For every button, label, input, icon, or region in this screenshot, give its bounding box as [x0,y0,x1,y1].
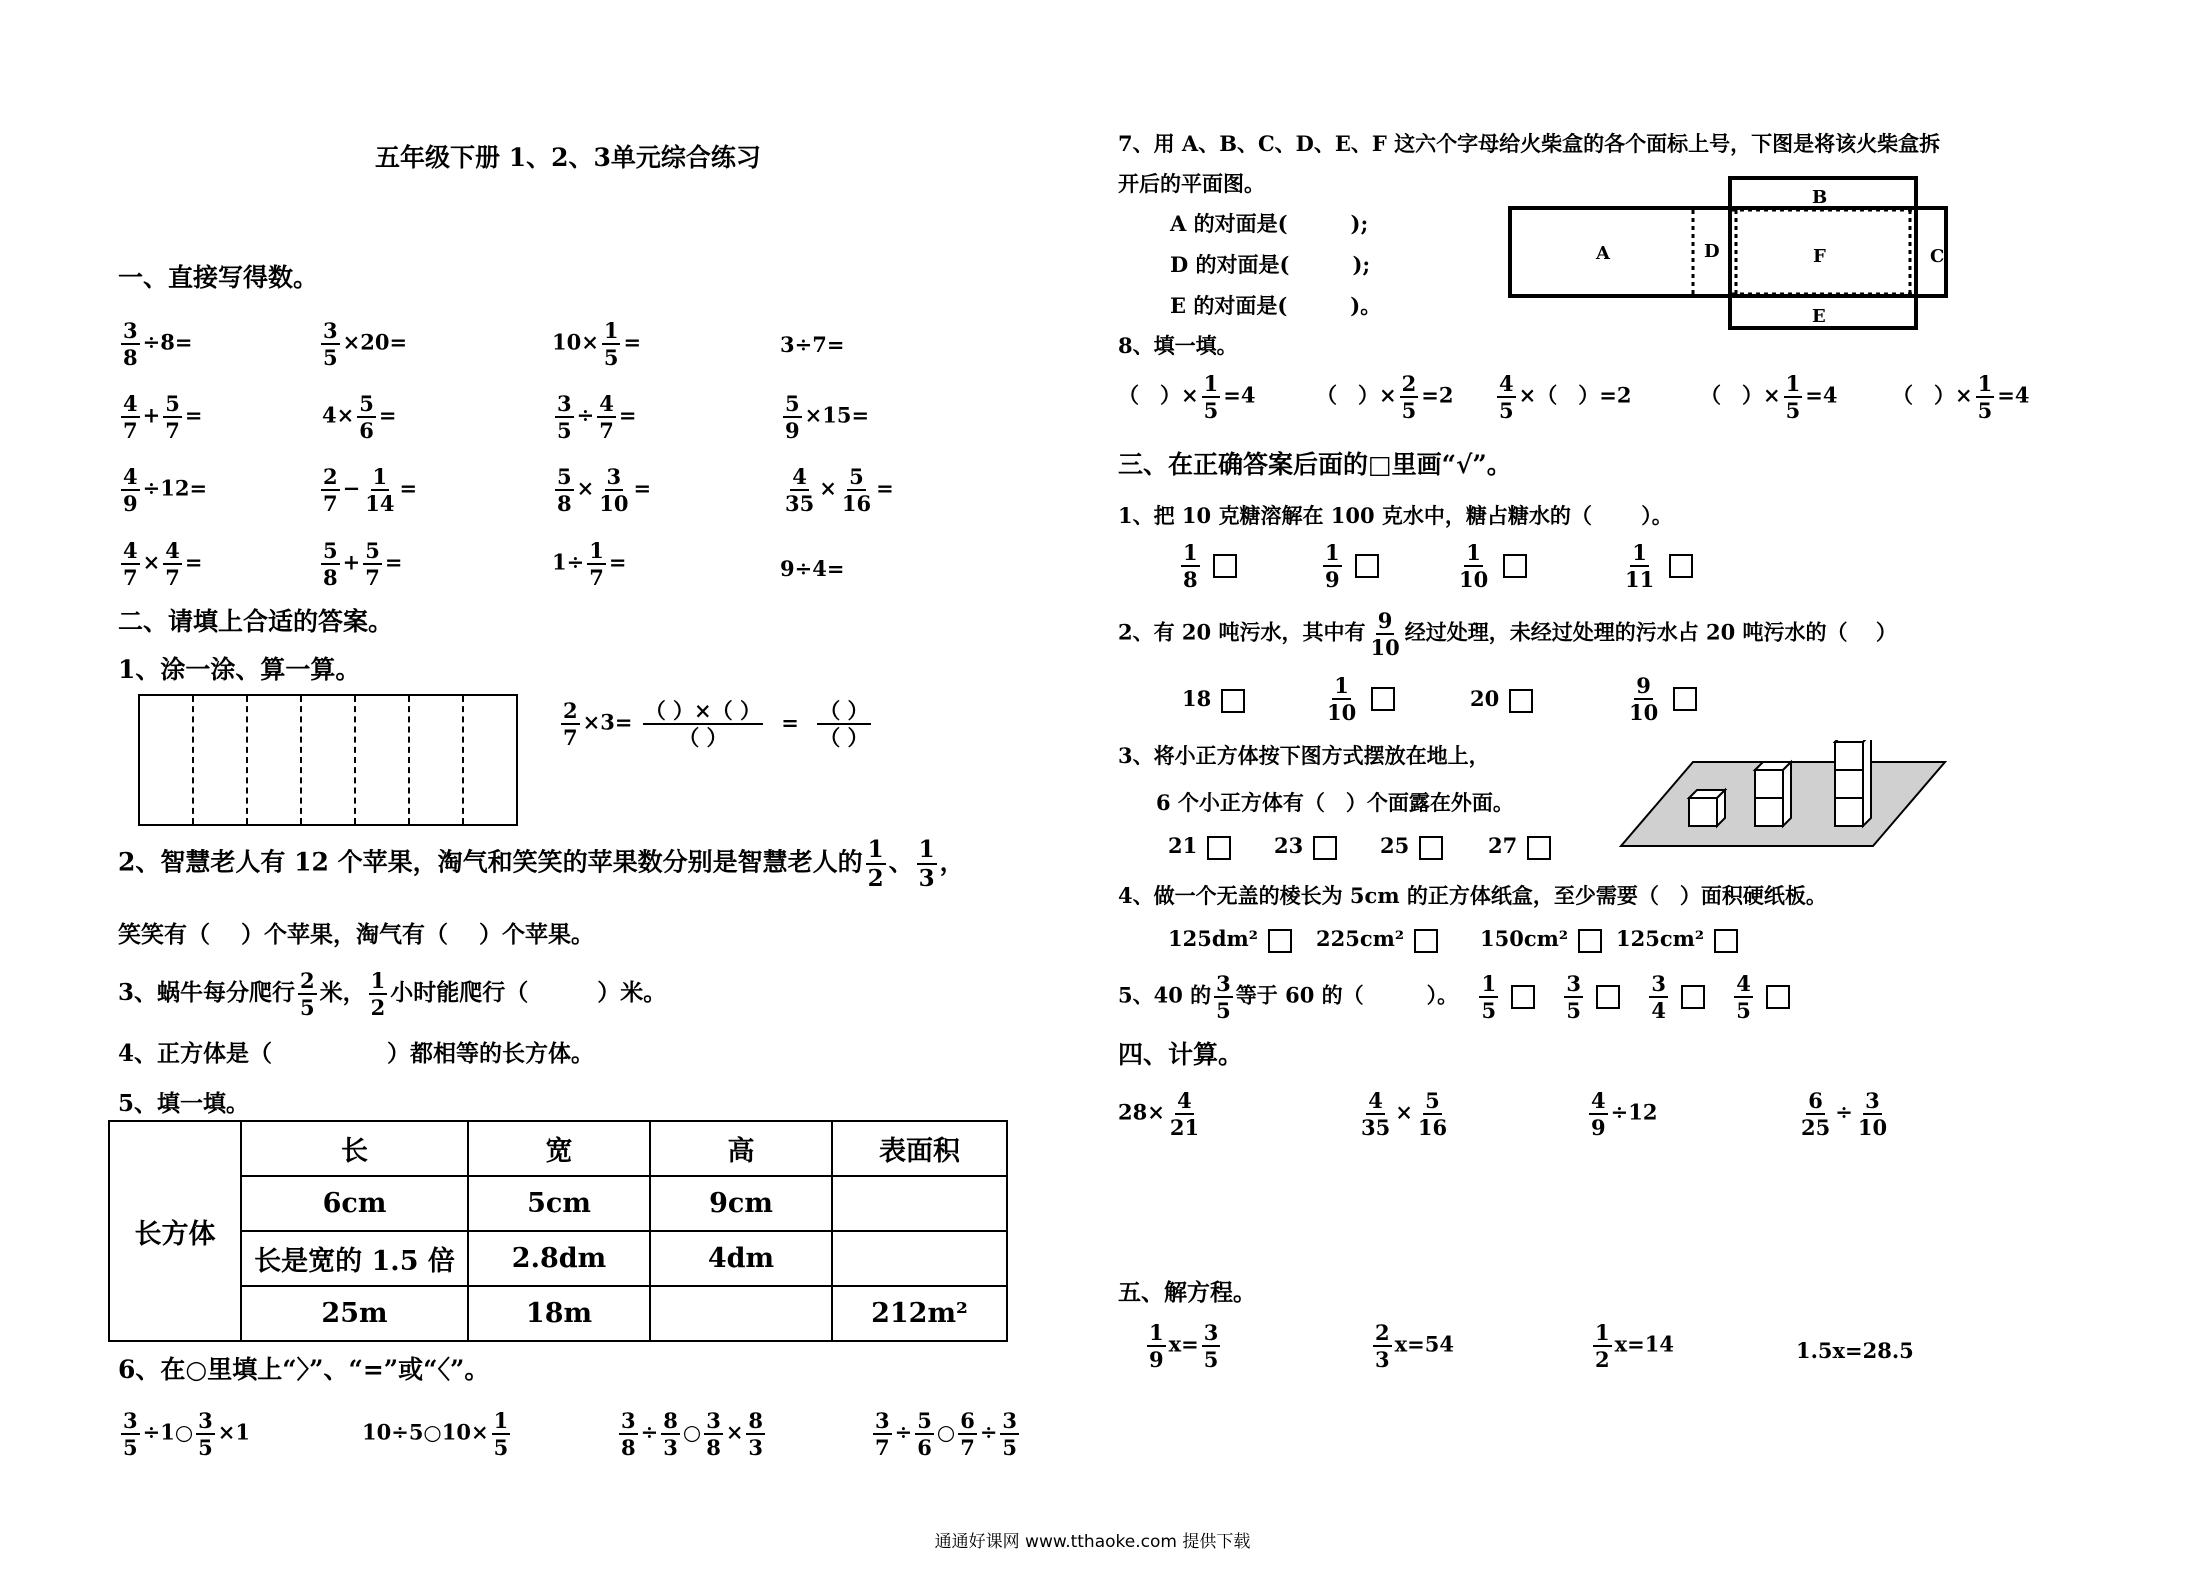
shading-rectangle[interactable] [138,694,518,826]
s3-q3-line2: 6 个小正方体有（ ）个面露在外面。 [1156,790,1514,815]
section-4-heading: 四、计算。 [1118,1040,1244,1069]
cuboid-table [108,1120,1008,1342]
q8-item4: （ ）× $\frac{1}{5}$ =4 [1700,371,1838,423]
checkbox[interactable] [1268,929,1292,953]
s1-row1-item3: 10× $\frac{1}{5}$ = [552,318,642,370]
cubes-diagram [1615,740,1955,852]
checkbox[interactable] [1371,687,1395,711]
s4-item2: $\frac{4}{35}$ × $\frac{5}{16}$ [1361,1088,1448,1140]
s3-q1-opt4: $\frac{1}{11}$ [1620,542,1693,590]
s2-q2-line2: 笑笑有（ ）个苹果，淘气有（ ）个苹果。 [118,921,595,948]
s1-row2-item3: $\frac{3}{5}$ ÷ $\frac{4}{7}$ = [557,391,637,443]
table-cell: 18m [468,1286,650,1341]
table-header-area: 表面积 [832,1121,1007,1176]
s2-q2-line1: 2、智慧老人有 12 个苹果，淘气和笑笑的苹果数分别是智慧老人的 $\frac{1}{2}$ 、 $\frac{1}{3}$ ， [118,836,965,892]
table-row [109,1231,1007,1286]
checkbox[interactable] [1527,836,1551,860]
s4-item1: 28× $\frac{4}{21}$ [1118,1088,1200,1140]
s3-q4-opt3: 150cm² [1480,926,1602,953]
s3-q2-opt2: $\frac{1}{10}$ [1322,675,1395,723]
checkbox[interactable] [1511,985,1535,1009]
net-label-a: A [1596,243,1610,264]
checkbox[interactable] [1596,985,1620,1009]
checkbox[interactable] [1414,929,1438,953]
s2-q4: 4、正方体是（ ）都相等的长方体。 [118,1040,595,1067]
table-cell: 长是宽的 1.5 倍 [241,1231,468,1286]
s1-row3-item2: $\frac{2}{7}$ − $\frac{1}{14}$ = [323,464,418,516]
s2-q1-label: 1、涂一涂、算一算。 [118,655,361,684]
s1-row4-item4: 9÷4= [780,556,845,581]
matchbox-net-diagram [1500,175,1960,335]
s5-item1: $\frac{1}{9}$ x= $\frac{3}{5}$ [1149,1320,1219,1372]
checkbox[interactable] [1503,554,1527,578]
q7-line2: 开后的平面图。 [1118,171,1265,196]
section-2-heading: 二、请填上合适的答案。 [118,607,394,636]
table-cell: 25m [241,1286,468,1341]
s1-row4-item3: 1÷ $\frac{1}{7}$ = [552,538,627,590]
net-label-e: E [1812,306,1826,327]
checkbox[interactable] [1355,554,1379,578]
s1-row2-item2: 4× $\frac{5}{6}$ = [322,391,397,443]
footer-text: 通通好课网 www.tthaoke.com 提供下载 [934,1532,1251,1552]
s1-row2-item4: $\frac{5}{9}$ ×15= [785,391,870,443]
s3-q2-opt1: 18 [1182,686,1245,713]
table-cell[interactable] [650,1286,832,1341]
page-title: 五年级下册 1、2、3单元综合练习 [375,143,761,172]
s3-q4-opt4: 125cm² [1616,926,1738,953]
s3-q3-line1: 3、将小正方体按下图方式摆放在地上， [1118,743,1490,768]
s1-row4-item1: $\frac{4}{7}$ × $\frac{4}{7}$ = [123,538,203,590]
s2-q5: 5、填一填。 [118,1090,250,1117]
q7-answer-e: E 的对面是( )。 [1170,293,1382,318]
s4-item3: $\frac{4}{9}$ ÷12 [1591,1088,1658,1140]
s5-item2: $\frac{2}{3}$ x=54 [1375,1320,1454,1372]
s3-q4-opt1: 125dm² [1168,926,1292,953]
s2-q1-expression: $\frac{2}{7}$ ×3= $\frac{( )\times( )}{( )}$ = $\frac{( )}{( )}$ [563,698,869,750]
section-5-heading: 五、解方程。 [1118,1279,1256,1306]
table-row [109,1176,1007,1231]
s3-q2: 2、有 20 吨污水，其中有 $\frac{9}{10}$ 经过处理，未经过处理的污水占 20 吨污水的（ ） [1118,608,1897,660]
table-cell: 9cm [650,1176,832,1231]
q7-answer-d: D 的对面是( ); [1170,252,1371,277]
table-header-length: 长 [241,1121,468,1176]
checkbox[interactable] [1714,929,1738,953]
q8-item2: （ ）× $\frac{2}{5}$ =2 [1316,371,1454,423]
s1-row2-item1: $\frac{4}{7}$ + $\frac{5}{7}$ = [123,391,203,443]
s5-item4: 1.5x=28.5 [1796,1338,1914,1363]
s1-row3-item4: $\frac{4}{35}$ × $\frac{5}{16}$ = [785,464,894,516]
table-cell: 212m² [832,1286,1007,1341]
s3-q1: 1、把 10 克糖溶解在 100 克水中，糖占糖水的（ ）。 [1118,503,1673,528]
s2-q6-item2: 10÷5○10× $\frac{1}{5}$ [362,1408,509,1460]
checkbox[interactable] [1313,836,1337,860]
checkbox[interactable] [1669,554,1693,578]
table-cell[interactable] [832,1176,1007,1231]
q8-item1: （ ）× $\frac{1}{5}$ =4 [1118,371,1256,423]
table-cell: 6cm [241,1176,468,1231]
s1-row4-item2: $\frac{5}{8}$ + $\frac{5}{7}$ = [323,538,403,590]
s3-q1-opt1: $\frac{1}{8}$ [1178,542,1237,590]
table-header-height: 高 [650,1121,832,1176]
s1-row1-item2: $\frac{3}{5}$ ×20= [323,318,408,370]
s1-row1-item4: 3÷7= [780,332,845,357]
q8-item5: （ ）× $\frac{1}{5}$ =4 [1892,371,2030,423]
net-label-d: D [1704,241,1720,262]
s1-row3-item1: $\frac{4}{9}$ ÷12= [123,464,208,516]
s3-q4: 4、做一个无盖的棱长为 5cm 的正方体纸盒，至少需要（ ）面积硬纸板。 [1118,883,1827,908]
s3-q5: 5、40 的 $\frac{3}{5}$ 等于 60 的（ ）。 $\frac{1}{5}$ $\frac{3}{5}$ $\frac{3}{4}$ $\frac{4}{5}$ [1118,973,1790,1021]
section-3-heading: 三、在正确答案后面的□里画“√”。 [1118,450,1512,479]
table-header-width: 宽 [468,1121,650,1176]
checkbox[interactable] [1207,836,1231,860]
s2-q6: 6、在○里填上“〉”、“=”或“〈”。 [118,1355,490,1384]
checkbox[interactable] [1419,836,1443,860]
net-label-b: B [1812,187,1828,208]
table-row [109,1286,1007,1341]
table-cell: 5cm [468,1176,650,1231]
q8-item3: $\frac{4}{5}$ ×（ ）=2 [1499,371,1632,423]
s3-q3-opt3: 25 [1380,833,1443,860]
checkbox[interactable] [1681,985,1705,1009]
s3-q3-opt1: 21 [1168,833,1231,860]
q8-label: 8、填一填。 [1118,333,1238,358]
s5-item3: $\frac{1}{2}$ x=14 [1595,1320,1674,1372]
s3-q1-opt2: $\frac{1}{9}$ [1320,542,1379,590]
checkbox[interactable] [1578,929,1602,953]
table-row-header: 长方体 [109,1121,241,1341]
s1-row3-item3: $\frac{5}{8}$ × $\frac{3}{10}$ = [557,464,652,516]
s3-q3-opt2: 23 [1274,833,1337,860]
checkbox[interactable] [1221,689,1245,713]
s2-q6-item3: $\frac{3}{8}$ ÷ $\frac{8}{3}$ ○ $\frac{3}{8}$ × $\frac{8}{3}$ [621,1408,764,1460]
s3-q1-opt3: $\frac{1}{10}$ [1454,542,1527,590]
q7-answer-a: A 的对面是( ); [1170,211,1369,236]
checkbox[interactable] [1213,554,1237,578]
s3-q3-opt4: 27 [1488,833,1551,860]
q7-line1: 7、用 A、B、C、D、E、F 这六个字母给火柴盒的各个面标上号，下图是将该火柴盒拆 [1118,131,1941,156]
table-cell: 2.8dm [468,1231,650,1286]
s2-q3: 3、蜗牛每分爬行 $\frac{2}{5}$ 米， $\frac{1}{2}$ 小时能爬行（ ）米。 [118,968,667,1020]
s2-q6-item1: $\frac{3}{5}$ ÷1○ $\frac{3}{5}$ ×1 [123,1408,250,1460]
checkbox[interactable] [1673,687,1697,711]
net-label-f: F [1813,246,1826,267]
s4-item4: $\frac{6}{25}$ ÷ $\frac{3}{10}$ [1801,1088,1888,1140]
checkbox[interactable] [1509,689,1533,713]
section-1-heading: 一、直接写得数。 [118,263,319,292]
s3-q2-opt4: $\frac{9}{10}$ [1624,675,1697,723]
net-label-c: C [1930,246,1945,267]
table-cell[interactable] [832,1231,1007,1286]
checkbox[interactable] [1766,985,1790,1009]
s3-q4-opt2: 225cm² [1316,926,1438,953]
s1-row1-item1: $\frac{3}{8}$ ÷8= [123,318,193,370]
s2-q6-item4: $\frac{3}{7}$ ÷ $\frac{5}{6}$ ○ $\frac{6}{7}$ ÷ $\frac{3}{5}$ [875,1408,1018,1460]
s3-q2-opt3: 20 [1470,686,1533,713]
table-cell: 4dm [650,1231,832,1286]
